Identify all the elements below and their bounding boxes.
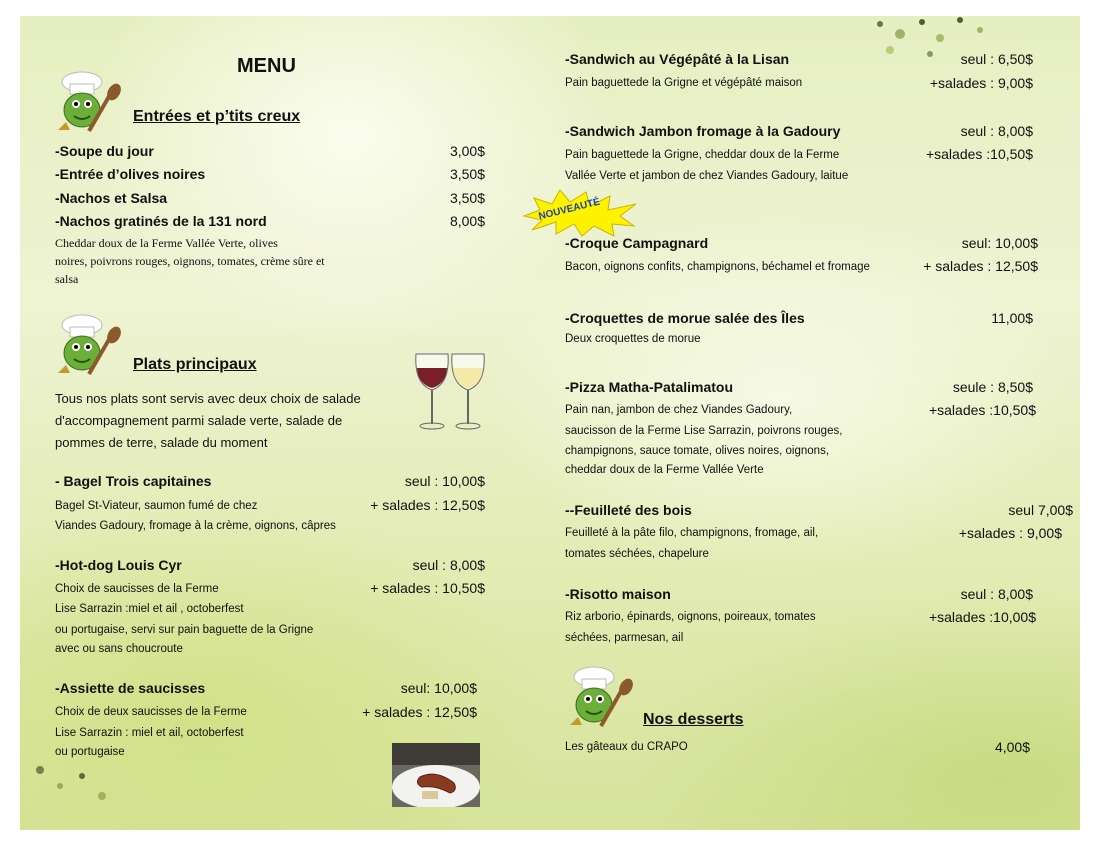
right-price-salades: +salades : 9,00$ [958,525,1062,541]
plat-description: Choix de saucisses de la Ferme [55,583,219,595]
right-price-salades: +salades : 9,00$ [929,75,1033,91]
right-price-salades: +salades :10,50$ [925,146,1033,162]
sausage-plate-photo [392,743,480,807]
right-item-name: --Feuilleté des bois [565,502,692,518]
right-description: cheddar doux de la Ferme Vallée Verte [565,464,764,476]
right-item-name: -Risotto maison [565,586,671,602]
entree-description: noires, poivrons rouges, oignons, tomates, crème sûre et [55,254,325,268]
entrees-heading: Entrées et p’tits creux [133,108,301,125]
plat-description: Lise Sarrazin :miel et ail , octoberfest [55,603,244,615]
entree-item-name: -Nachos et Salsa [55,190,168,206]
menu-title: MENU [237,55,296,77]
dessert-item-price: 4,00$ [994,739,1030,755]
plat-price-seul: seul : 10,00$ [404,473,485,489]
plats-intro: Tous nos plats sont servis avec deux choix de salade [55,391,361,406]
right-price-seul: 11,00$ [991,310,1033,326]
right-description: séchées, parmesan, ail [565,632,684,644]
right-description: Riz arborio, épinards, oignons, poireaux, tomates [565,611,816,623]
entree-item-name: -Entrée d’olives noires [55,166,206,182]
menu-page [20,16,1080,830]
plats-intro: pommes de terre, salade du moment [55,435,268,450]
right-item-name: -Sandwich au Végépâté à la Lisan [565,51,790,67]
plats-intro: d'accompagnement parmi salade verte, salade de [55,413,343,428]
entree-item-price: 3,00$ [449,143,485,159]
plat-price-seul: seul: 10,00$ [400,680,477,696]
entree-description: salsa [55,272,79,286]
frog-chef-icon [552,664,642,736]
plat-description: ou portugaise, servi sur pain baguette de la Grigne [55,624,314,636]
right-price-seul: seul : 8,00$ [960,586,1033,602]
plat-item-name: -Assiette de saucisses [55,680,206,696]
right-description: Pain baguettede la Grigne et végépâté maison [565,77,803,89]
right-item-name: -Sandwich Jambon fromage à la Gadoury [565,123,841,139]
right-price-seul: seul 7,00$ [1008,502,1073,518]
right-price-seul: seule : 8,50$ [952,379,1033,395]
plat-item-name: -Hot-dog Louis Cyr [55,557,182,573]
right-description: Feuilleté à la pâte filo, champignons, fromage, ail, [565,527,819,539]
entree-item-price: 3,50$ [449,190,485,206]
plat-item-name: - Bagel Trois capitaines [55,473,212,489]
right-description: Bacon, oignons confits, champignons, béchamel et fromage [565,261,870,273]
plat-price-salades: + salades : 10,50$ [370,580,485,596]
right-price-seul: seul : 8,00$ [960,123,1033,139]
right-price-seul: seul : 6,50$ [960,51,1033,67]
plat-description: Bagel St-Viateur, saumon fumé de chez [55,500,258,512]
frog-chef-icon [40,312,130,384]
wine-glasses-icon [410,350,490,432]
right-description: champignons, sauce tomate, olives noires, oignons, [565,445,830,457]
plat-price-salades: + salades : 12,50$ [362,704,477,720]
plat-description: Choix de deux saucisses de la Ferme [55,706,247,718]
entree-item-name: -Nachos gratinés de la 131 nord [55,213,267,229]
plat-description: Lise Sarrazin : miel et ail, octoberfest [55,727,244,739]
decorative-dots-bottom [20,756,140,816]
right-item-name: -Pizza Matha-Patalimatou [565,379,734,395]
entree-item-price: 8,00$ [449,213,485,229]
right-description: Deux croquettes de morue [565,333,701,345]
frog-chef-icon [40,70,130,140]
right-description: Vallée Verte et jambon de chez Viandes Gadoury, laitue [565,170,849,182]
right-description: tomates séchées, chapelure [565,548,709,560]
plat-description: avec ou sans choucroute [55,643,183,655]
entree-item-price: 3,50$ [449,166,485,182]
plat-price-seul: seul : 8,00$ [412,557,485,573]
plats-heading: Plats principaux [133,356,257,373]
right-description: Pain baguettede la Grigne, cheddar doux de la Ferme [565,149,840,161]
right-price-salades: + salades : 12,50$ [923,258,1038,274]
right-description: saucisson de la Ferme Lise Sarrazin, poivrons rouges, [565,425,843,437]
nouveaute-label: NOUVEAUTÉ [537,196,602,223]
plat-price-salades: + salades : 12,50$ [370,497,485,513]
plat-description: ou portugaise [55,746,125,758]
right-item-name: -Croque Campagnard [565,235,709,251]
right-item-name: -Croquettes de morue salée des Îles [565,310,805,326]
plat-description: Viandes Gadoury, fromage à la crème, oignons, câpres [55,520,336,532]
right-price-salades: +salades :10,50$ [928,402,1036,418]
right-price-salades: +salades :10,00$ [928,609,1036,625]
entree-description: Cheddar doux de la Ferme Vallée Verte, olives [55,236,278,250]
right-description: Pain nan, jambon de chez Viandes Gadoury, [565,404,793,416]
nouveaute-badge [520,188,640,238]
entree-item-name: -Soupe du jour [55,143,154,159]
dessert-item-name: Les gâteaux du CRAPO [565,741,688,753]
right-price-seul: seul: 10,00$ [961,235,1038,251]
desserts-heading: Nos desserts [643,711,744,728]
